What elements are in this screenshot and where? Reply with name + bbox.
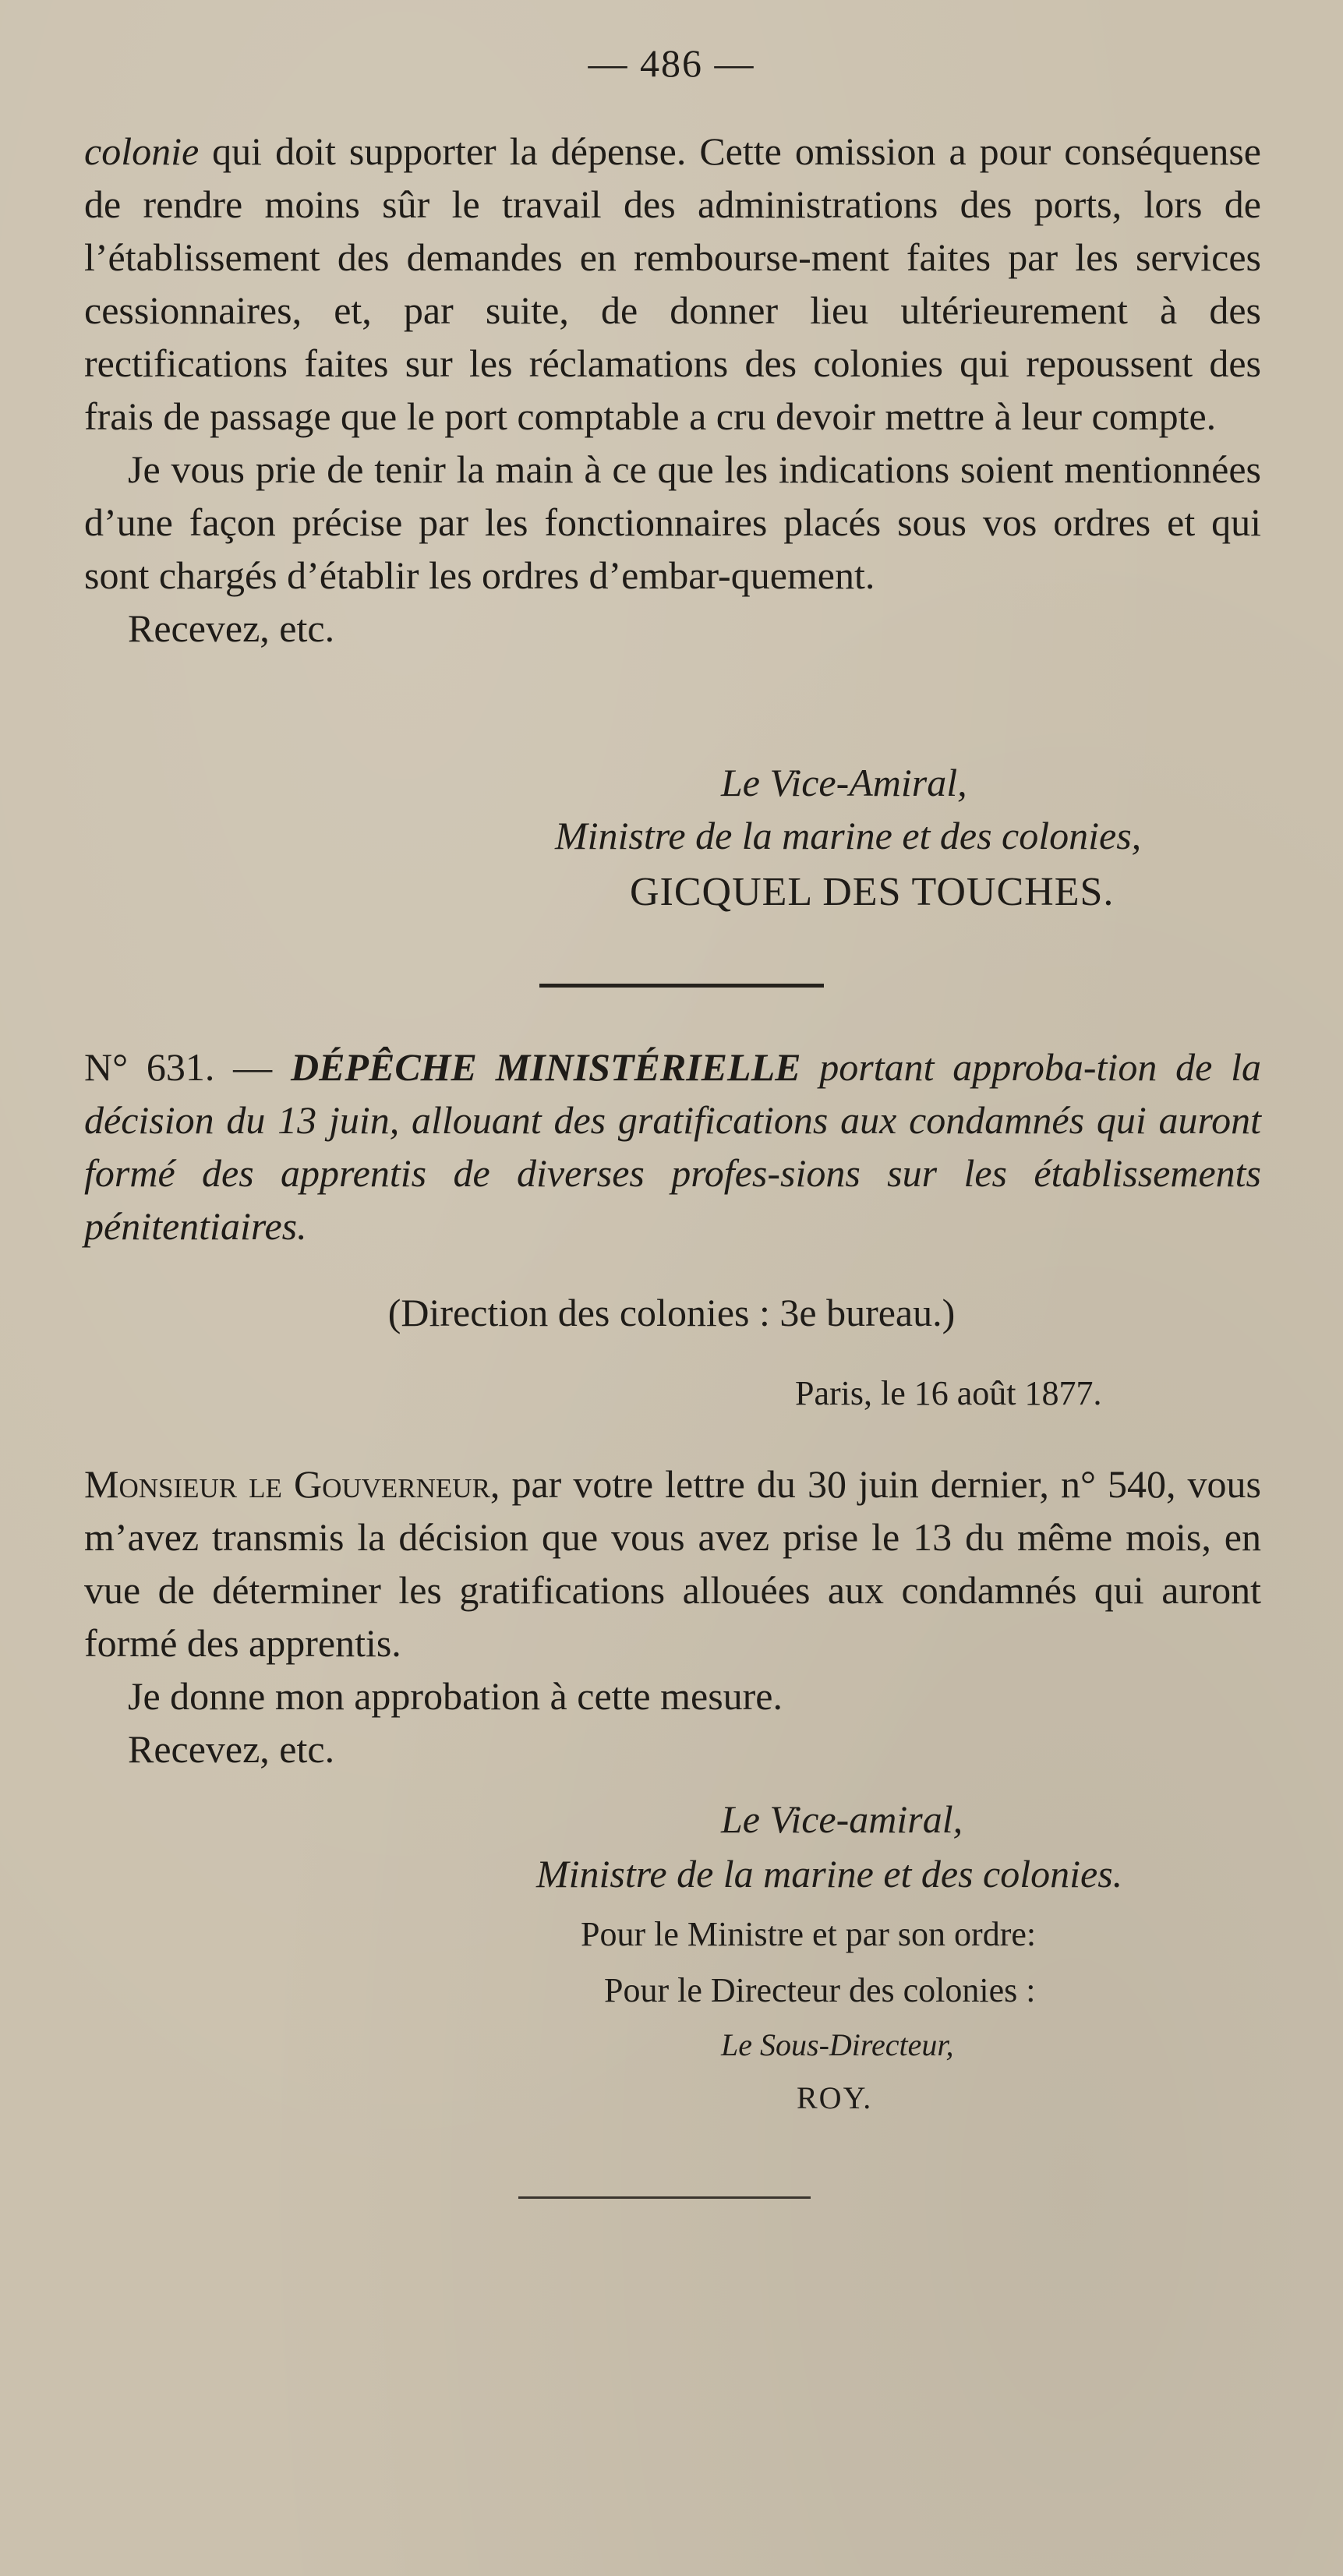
page-number: — 486 — [588, 41, 755, 85]
letter-2-closing: Recevez, etc. [128, 1727, 335, 1771]
letter-1-paragraph-1 [84, 125, 1261, 443]
letter-1-signature-title: Le Vice-Amiral, [721, 761, 967, 804]
dateline: Paris, le 16 août 1877. [795, 1374, 1102, 1412]
letter-2-signature-title: Le Vice-amiral, [721, 1797, 963, 1841]
dispatch-number: N° 631. — [84, 1045, 291, 1089]
section-divider [539, 984, 824, 988]
letter-2-paragraph-text: par votre lettre du 30 juin dernier, n° 540, vous m’avez transmis la décision que vous avez prise le 13 du même mois, en vue de déterminer les gratifications allouées aux condamnés qui auront formé des apprentis. [84, 1462, 1261, 1665]
letter-2-paragraph-1 [84, 1458, 1261, 1670]
letter-2-signature-office: Ministre de la marine et des colonies. [536, 1852, 1123, 1896]
paragraph-lead-word: colonie [84, 129, 200, 173]
salutation: Monsieur le Gouverneur, [84, 1462, 500, 1506]
dispatch-heading [84, 1041, 1261, 1253]
letter-1-signature-name: GICQUEL DES TOUCHES. [630, 870, 1115, 914]
letter-2-paragraph-2: Je donne mon approbation à cette mesure. [128, 1674, 783, 1718]
letter-2-signature-director: Pour le Directeur des colonies : [604, 1971, 1036, 2009]
letter-2-heading [84, 1041, 1261, 1253]
letter-2-signature-order: Pour le Ministre et par son ordre: [581, 1915, 1037, 1953]
end-divider [518, 2196, 811, 2199]
letter-2-signature-name: ROY. [797, 2080, 873, 2115]
direction-line: (Direction des colonies : 3e bureau.) [387, 1291, 956, 1334]
letter-1-closing: Recevez, etc. [128, 606, 335, 650]
letter-1-signature-office: Ministre de la marine et des colonies, [555, 814, 1142, 857]
letter-2-body [84, 1458, 1261, 1776]
letter-1-body [84, 125, 1261, 655]
dispatch-subject: portant approba-tion de la décision du 13 juin, allouant des gratifications aux condamnés qui auront formé des apprentis de diverses profes-sions sur les établissements pénitentiaires. [84, 1045, 1261, 1248]
letter-2-signature-subdirector: Le Sous-Directeur, [721, 2027, 954, 2062]
dispatch-title: DÉPÊCHE MINISTÉRIELLE [290, 1045, 801, 1089]
letter-1-paragraph-2: Je vous prie de tenir la main à ce que les indications soient mentionnées d’une façon précise par les fonctionnaires placés sous vos ordres et qui sont chargés d’établir les ordres d’embar-quement. [84, 447, 1261, 597]
paragraph-text: qui doit supporter la dépense. Cette omission a pour conséquense de rendre moins sûr le travail des administrations des ports, lors de l’établissement des demandes en rembourse-ment faites par les services cessionnaires, et, par suite, de donner lieu ultérieurement à des rectifications faites sur les réclamations des colonies qui repoussent des frais de passage que le port comptable a cru devoir mettre à leur compte. [84, 129, 1261, 438]
